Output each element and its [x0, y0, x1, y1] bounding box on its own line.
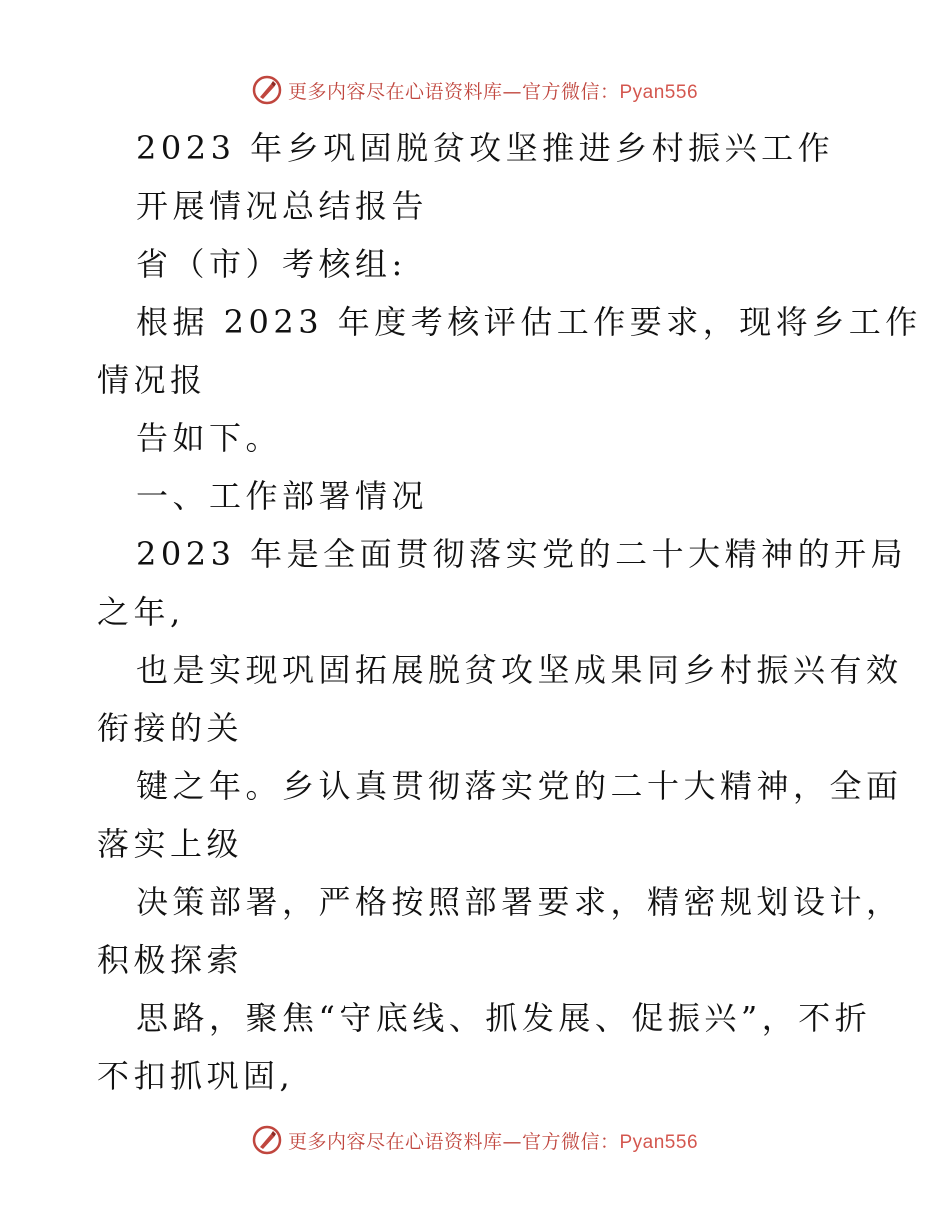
paragraph-line: 也是实现巩固拓展脱贫攻坚成果同乡村振兴有效	[136, 651, 903, 689]
header-watermark	[0, 72, 950, 108]
paragraph-line: 衔接的关	[97, 709, 244, 747]
paragraph-line: 键之年。乡认真贯彻落实党的二十大精神，全面	[136, 767, 903, 805]
paragraph-line: 思路，聚焦“守底线、抓发展、促振兴”，不折	[136, 999, 872, 1037]
doc-title-line-1: 2023 年乡巩固脱贫攻坚推进乡村振兴工作	[136, 129, 835, 167]
paragraph-line: 根据 2023 年度考核评估工作要求，现将乡工作	[136, 303, 922, 341]
addressee: 省（市）考核组:	[136, 245, 407, 283]
pen-logo-icon	[252, 75, 282, 105]
paragraph-line: 告如下。	[136, 419, 283, 457]
paragraph-line: 之年,	[97, 593, 185, 631]
watermark-wechat-id: Pyan556	[619, 1131, 699, 1153]
watermark-text: 更多内容尽在心语资料库—官方微信：Pyan556	[287, 80, 699, 103]
watermark-text: 更多内容尽在心语资料库—官方微信：Pyan556	[287, 1130, 699, 1153]
watermark-wechat-id: Pyan556	[619, 81, 699, 103]
paragraph-line: 决策部署，严格按照部署要求，精密规划设计，	[136, 883, 903, 921]
section-heading: 一、工作部署情况	[136, 477, 429, 515]
pen-logo-icon	[252, 1125, 282, 1155]
paragraph-line: 2023 年是全面贯彻落实党的二十大精神的开局	[136, 535, 908, 573]
footer-watermark	[0, 1122, 950, 1158]
doc-title-line-2: 开展情况总结报告	[136, 187, 429, 225]
paragraph-line: 落实上级	[97, 825, 244, 863]
paragraph-line: 情况报	[97, 361, 207, 399]
paragraph-line: 积极探索	[97, 941, 244, 979]
paragraph-line: 不扣抓巩固,	[97, 1057, 295, 1095]
